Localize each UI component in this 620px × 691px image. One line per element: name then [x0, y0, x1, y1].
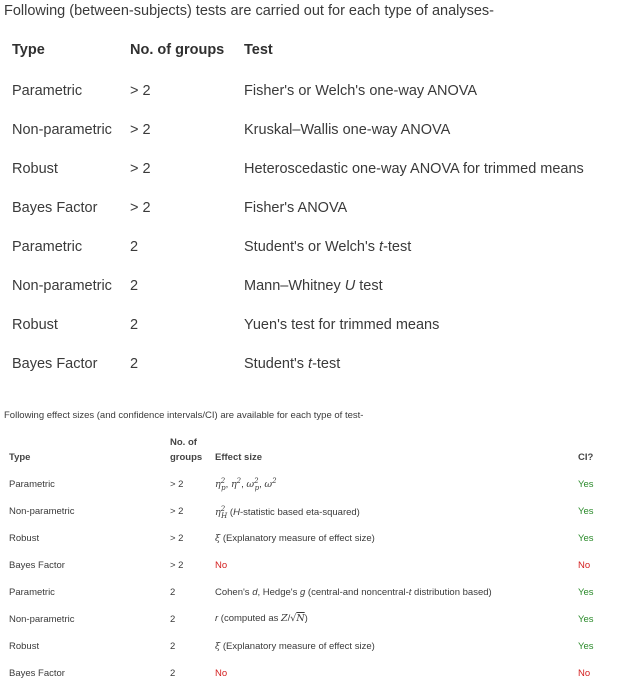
tests-row-type: Parametric [12, 239, 83, 255]
tests-header-groups: No. of groups [130, 42, 225, 58]
tests-row-type: Robust [12, 317, 58, 333]
effects-header-groups-line2: groups [170, 452, 203, 463]
effects-row-effect: No [215, 668, 228, 679]
tests-row-type: Bayes Factor [12, 200, 98, 216]
effects-row-effect: $\eta^2_p$, $\eta^2$, $\omega^2_p$, $\omega^2$ [215, 477, 277, 493]
effects-row-type: Robust [9, 533, 40, 544]
effects-intro: Following effect sizes (and confidence intervals/CI) are available for each type of test- [4, 410, 364, 421]
effects-row-effect: r (computed as Z/√N) [215, 613, 308, 624]
effects-row-ci: Yes [578, 641, 594, 652]
effects-row-type: Bayes Factor [9, 668, 65, 679]
tests-row-type: Robust [12, 161, 58, 177]
effects-row-effect: Cohen's d, Hedge's g (central-and noncentral-t distribution based) [215, 587, 492, 598]
tests-row-test: Heteroscedastic one-way ANOVA for trimmed means [244, 161, 584, 177]
effects-row-groups: 2 [170, 641, 176, 652]
effects-row-ci: Yes [578, 533, 594, 544]
tests-row-groups: 2 [130, 239, 139, 255]
tests-row-test: Fisher's or Welch's one-way ANOVA [244, 83, 478, 99]
effects-row-ci: Yes [578, 479, 594, 490]
effects-row-effect: ξ (Explanatory measure of effect size) [215, 641, 375, 652]
effects-header-ci: CI? [578, 452, 594, 463]
effects-row-type: Non-parametric [9, 506, 75, 517]
effects-row-ci: No [578, 560, 591, 571]
tests-row-groups: > 2 [130, 200, 151, 216]
tests-row-groups: > 2 [130, 122, 151, 138]
tests-row-test: Kruskal–Wallis one-way ANOVA [244, 122, 451, 138]
effects-row-ci: Yes [578, 614, 594, 625]
tests-row-test: Mann–Whitney U test [244, 278, 383, 294]
effects-row-groups: > 2 [170, 533, 184, 544]
tests-row-test: Student's t-test [244, 356, 341, 372]
effects-row-type: Parametric [9, 479, 55, 490]
tests-header-test: Test [244, 42, 273, 58]
tests-header-type: Type [12, 42, 45, 58]
effects-row-effect: $\eta^2_H$ (H-statistic based eta-squared) [215, 505, 360, 521]
tests-row-test: Fisher's ANOVA [244, 200, 348, 216]
effects-row-ci: Yes [578, 506, 594, 517]
tests-row-groups: > 2 [130, 161, 151, 177]
effects-row-type: Parametric [9, 587, 55, 598]
effects-row-ci: Yes [578, 587, 594, 598]
tests-row-type: Non-parametric [12, 278, 112, 294]
effects-row-type: Non-parametric [9, 614, 75, 625]
effects-row-ci: No [578, 668, 591, 679]
effects-row-effect: No [215, 560, 228, 571]
effects-row-groups: 2 [170, 668, 176, 679]
effects-row-type: Bayes Factor [9, 560, 65, 571]
tests-row-type: Non-parametric [12, 122, 112, 138]
effects-row-groups: 2 [170, 587, 176, 598]
tests-row-type: Bayes Factor [12, 356, 98, 372]
tests-row-groups: > 2 [130, 83, 151, 99]
tests-row-groups: 2 [130, 356, 139, 372]
effects-header-type: Type [9, 452, 31, 463]
effects-header-effect: Effect size [215, 452, 262, 463]
effects-row-groups: > 2 [170, 479, 184, 490]
effects-row-groups: > 2 [170, 506, 184, 517]
effects-header-groups-line1: No. of [170, 437, 197, 448]
tests-row-groups: 2 [130, 317, 139, 333]
effects-row-groups: > 2 [170, 560, 184, 571]
effects-row-groups: 2 [170, 614, 176, 625]
tests-row-test: Yuen's test for trimmed means [244, 317, 440, 333]
tests-row-groups: 2 [130, 278, 139, 294]
tests-intro: Following (between-subjects) tests are carried out for each type of analyses- [4, 3, 495, 19]
tests-row-test: Student's or Welch's t-test [244, 239, 412, 255]
effects-row-type: Robust [9, 641, 40, 652]
tests-row-type: Parametric [12, 83, 83, 99]
effects-row-effect: ξ (Explanatory measure of effect size) [215, 533, 375, 544]
